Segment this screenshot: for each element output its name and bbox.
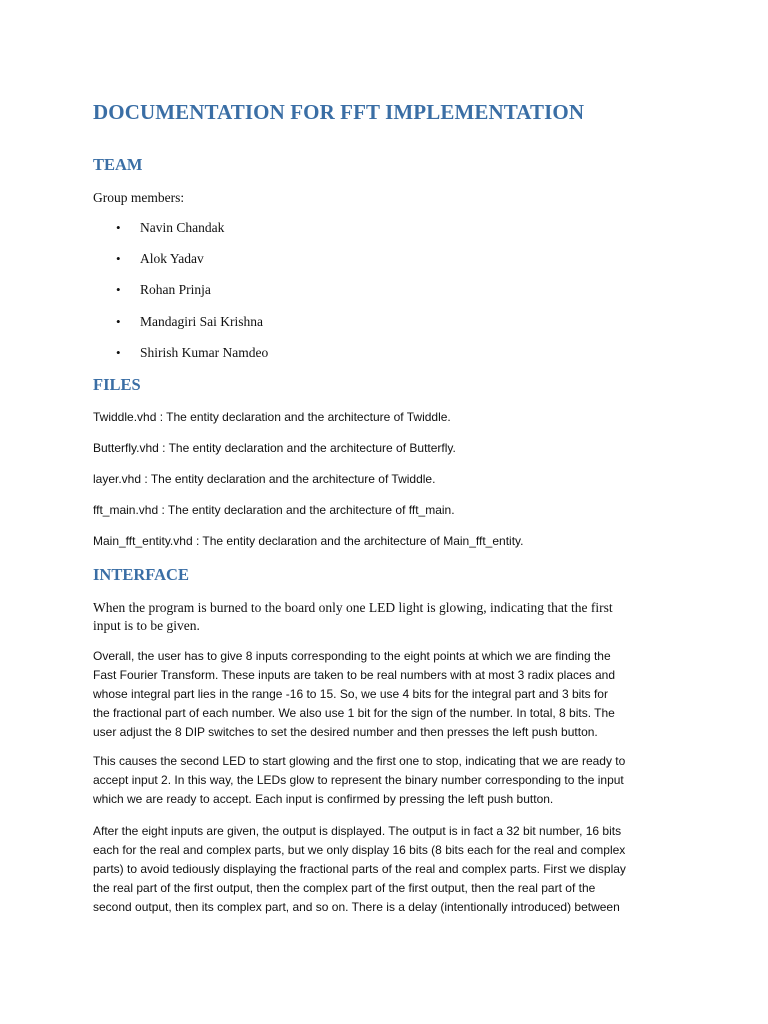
bullet-icon: • xyxy=(116,251,121,267)
text-line: When the program is burned to the board only one LED light is glowing, indicating that the first xyxy=(93,600,613,615)
text-line: the real part of the first output, then the complex part of the first output, then the real part of the xyxy=(93,881,596,895)
member-name: Alok Yadav xyxy=(140,251,204,267)
interface-paragraph-output xyxy=(93,822,683,917)
member-name: Rohan Prinja xyxy=(140,282,211,298)
bullet-icon: • xyxy=(116,344,121,360)
member-name: Navin Chandak xyxy=(140,220,225,235)
files-heading: FILES xyxy=(93,375,141,394)
file-description: Butterfly.vhd : The entity declaration and the architecture of Butterfly. xyxy=(93,441,456,455)
bullet-icon: • xyxy=(116,313,121,329)
bullet-icon: • xyxy=(116,282,121,298)
text-line: accept input 2. In this way, the LEDs glow to represent the binary number corresponding to the input xyxy=(93,773,624,787)
team-member-list xyxy=(93,220,493,376)
text-line: each for the real and complex parts, but we only display 16 bits (8 bits each for the real and complex xyxy=(93,843,626,857)
interface-intro-paragraph xyxy=(93,599,683,635)
text-line: Fast Fourier Transform. These inputs are taken to be real numbers with at most 3 radix places and xyxy=(93,668,616,682)
text-line: second output, then its complex part, and so on. There is a delay (intentionally introduced) between xyxy=(93,900,620,914)
text-line: whose integral part lies in the range -16 to 15. So, we use 4 bits for the integral part and 3 bits for xyxy=(93,687,608,701)
interface-paragraph-leds xyxy=(93,752,683,809)
team-heading: TEAM xyxy=(93,155,143,174)
bullet-icon: • xyxy=(116,220,121,235)
file-description: layer.vhd : The entity declaration and the architecture of Twiddle. xyxy=(93,472,436,486)
text-line: the fractional part of each number. We also use 1 bit for the sign of the number. In total, 8 bits. The xyxy=(93,706,615,720)
file-description: Main_fft_entity.vhd : The entity declaration and the architecture of Main_fft_entity. xyxy=(93,534,524,548)
text-line: which we are ready to accept. Each input is confirmed by pressing the left push button. xyxy=(93,792,554,806)
file-description: fft_main.vhd : The entity declaration and the architecture of fft_main. xyxy=(93,503,455,517)
text-line: Overall, the user has to give 8 inputs corresponding to the eight points at which we are finding the xyxy=(93,649,611,663)
list-item xyxy=(93,314,493,345)
interface-heading: INTERFACE xyxy=(93,565,189,584)
text-line: input is to be given. xyxy=(93,618,200,633)
member-name: Mandagiri Sai Krishna xyxy=(140,313,263,329)
interface-paragraph-inputs xyxy=(93,647,683,742)
list-item xyxy=(93,282,493,313)
list-item xyxy=(93,251,493,282)
document-title: DOCUMENTATION FOR FFT IMPLEMENTATION xyxy=(93,100,585,124)
text-line: After the eight inputs are given, the output is displayed. The output is in fact a 32 bit number, 16 bits xyxy=(93,824,622,838)
text-line: This causes the second LED to start glowing and the first one to stop, indicating that we are ready to xyxy=(93,754,626,768)
list-item xyxy=(93,220,493,251)
text-line: user adjust the 8 DIP switches to set the desired number and then presses the left push button. xyxy=(93,725,598,739)
file-description: Twiddle.vhd : The entity declaration and the architecture of Twiddle. xyxy=(93,410,451,424)
list-item xyxy=(93,345,493,376)
text-line: parts) to avoid tediously displaying the fractional parts of the real and complex parts. First we display xyxy=(93,862,626,876)
group-members-label: Group members: xyxy=(93,190,185,205)
member-name: Shirish Kumar Namdeo xyxy=(140,344,269,360)
